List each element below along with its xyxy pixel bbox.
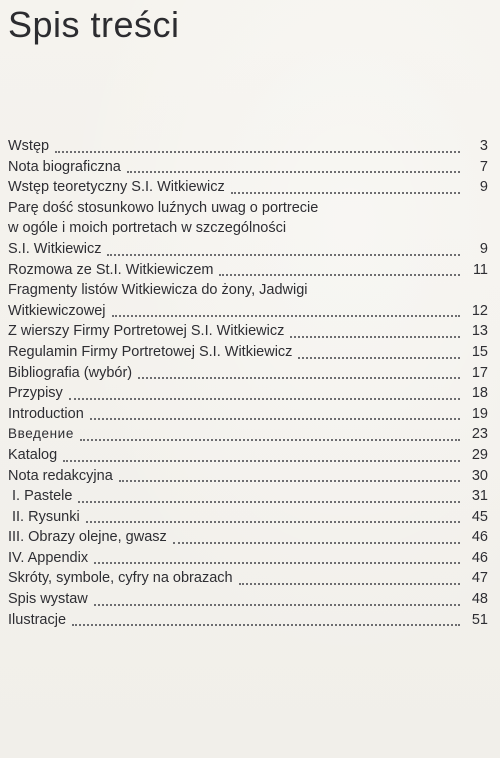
toc-page-number: 7	[479, 158, 488, 175]
toc-entry-skroty	[8, 568, 488, 589]
toc-entry-line	[8, 218, 488, 239]
toc-entry-line	[8, 280, 488, 301]
toc-entry-katalog	[8, 445, 488, 466]
toc-entry-obrazy-olejne	[8, 527, 488, 548]
toc-entry-label: Ilustracje	[8, 611, 67, 628]
toc-page-number: 15	[471, 343, 488, 360]
toc-entry-label: Przypisy	[8, 385, 63, 402]
toc-page-number: 45	[471, 508, 488, 525]
toc-entry-label: Bibliografia (wybór)	[8, 364, 133, 381]
toc-entry-label: Fragmenty listów Witkiewicza do żony, Jadwigi	[8, 282, 308, 299]
toc-page-number: 47	[471, 570, 488, 587]
dot-leader	[90, 418, 460, 420]
toc-entry-label: Z wierszy Firmy Portretowej S.I. Witkiewicz	[8, 323, 285, 340]
toc-page-number: 3	[479, 138, 488, 154]
toc-entry-label: Skróty, symbole, cyfry na obrazach	[8, 570, 233, 587]
toc-entry-label: Nota biograficzna	[8, 158, 121, 175]
dot-leader	[231, 192, 460, 194]
dot-leader	[173, 542, 460, 544]
toc-page-number: 19	[471, 405, 488, 422]
dot-leader	[219, 274, 460, 276]
dot-leader	[94, 604, 460, 606]
toc-page-number: 18	[471, 385, 488, 402]
toc-entry-label: Nota redakcyjna	[8, 467, 113, 484]
dot-leader	[63, 460, 460, 462]
toc-page-number: 9	[479, 179, 488, 196]
toc-page-number: 48	[471, 591, 488, 608]
table-of-contents	[8, 136, 488, 630]
dot-leader	[78, 501, 460, 503]
toc-entry-nota-redakcyjna	[8, 466, 488, 487]
toc-entry-z-wierszy	[8, 321, 488, 342]
toc-entry-label: I. Pastele	[12, 488, 73, 505]
toc-entry-label: Introduction	[8, 405, 84, 422]
toc-entry-label: S.I. Witkiewicz	[8, 240, 102, 257]
dot-leader	[138, 377, 460, 379]
toc-entry-label: III. Obrazy olejne, gwasz	[8, 529, 167, 546]
dot-leader	[107, 254, 460, 256]
toc-entry-label: Введение	[8, 426, 74, 442]
toc-entry-label: IV. Appendix	[8, 549, 89, 566]
toc-entry-label: Regulamin Firmy Portretowej S.I. Witkiewicz	[8, 343, 293, 360]
dot-leader	[119, 480, 460, 482]
dot-leader	[298, 357, 460, 359]
dot-leader	[112, 315, 461, 317]
toc-entry-label: Katalog	[8, 446, 58, 463]
toc-entry-bibliografia	[8, 363, 488, 384]
toc-page-number: 11	[472, 261, 488, 278]
toc-entry-label: II. Rysunki	[12, 508, 80, 525]
toc-entry-spis-wystaw	[8, 589, 488, 610]
toc-entry-rysunki	[8, 507, 488, 528]
dot-leader	[127, 171, 460, 173]
toc-page-number: 9	[479, 240, 488, 257]
toc-page-number: 51	[471, 611, 488, 628]
toc-entry-ilustracje	[8, 610, 488, 631]
toc-entry-label: Parę dość stosunkowo luźnych uwag o portrecie	[8, 199, 319, 216]
toc-page-number: 12	[471, 302, 488, 319]
dot-leader	[290, 336, 460, 338]
dot-leader	[55, 151, 460, 153]
dot-leader	[86, 521, 460, 523]
toc-page-number: 30	[471, 467, 488, 484]
toc-entry-label: Witkiewiczowej	[8, 302, 106, 319]
toc-page-number: 46	[471, 549, 488, 566]
toc-page-number: 29	[471, 446, 488, 463]
toc-entry-pastele	[8, 486, 488, 507]
toc-entry-wstep	[8, 136, 488, 157]
toc-entry-label: Spis wystaw	[8, 591, 88, 608]
toc-page-number: 31	[471, 488, 488, 505]
toc-entry-appendix	[8, 548, 488, 569]
toc-entry-uwagi-o-portrecie	[8, 239, 488, 260]
dot-leader	[239, 583, 460, 585]
toc-page-number: 13	[471, 323, 488, 340]
toc-page-number: 23	[471, 426, 488, 443]
toc-entry-wstep-teoretyczny	[8, 177, 488, 198]
toc-entry-nota-biograficzna	[8, 157, 488, 178]
toc-entry-label: w ogóle i moich portretach w szczególności	[8, 220, 287, 237]
dot-leader	[69, 398, 460, 400]
toc-entry-label: Wstęp teoretyczny S.I. Witkiewicz	[8, 179, 225, 196]
toc-entry-przypisy	[8, 383, 488, 404]
dot-leader	[94, 562, 460, 564]
toc-entry-regulamin	[8, 342, 488, 363]
toc-page-number: 46	[471, 529, 488, 546]
toc-entry-fragmenty-listow	[8, 301, 488, 322]
toc-entry-label: Wstęp	[8, 138, 50, 154]
toc-page-number: 17	[471, 364, 488, 381]
toc-entry-introduction	[8, 404, 488, 425]
toc-entry-label: Rozmowa ze St.I. Witkiewiczem	[8, 261, 214, 278]
page-title: Spis treści	[8, 4, 180, 45]
dot-leader	[72, 624, 460, 626]
toc-entry-rozmowa	[8, 260, 488, 281]
dot-leader	[80, 439, 460, 441]
toc-entry-vvedenie	[8, 424, 488, 445]
toc-entry-line	[8, 198, 488, 219]
